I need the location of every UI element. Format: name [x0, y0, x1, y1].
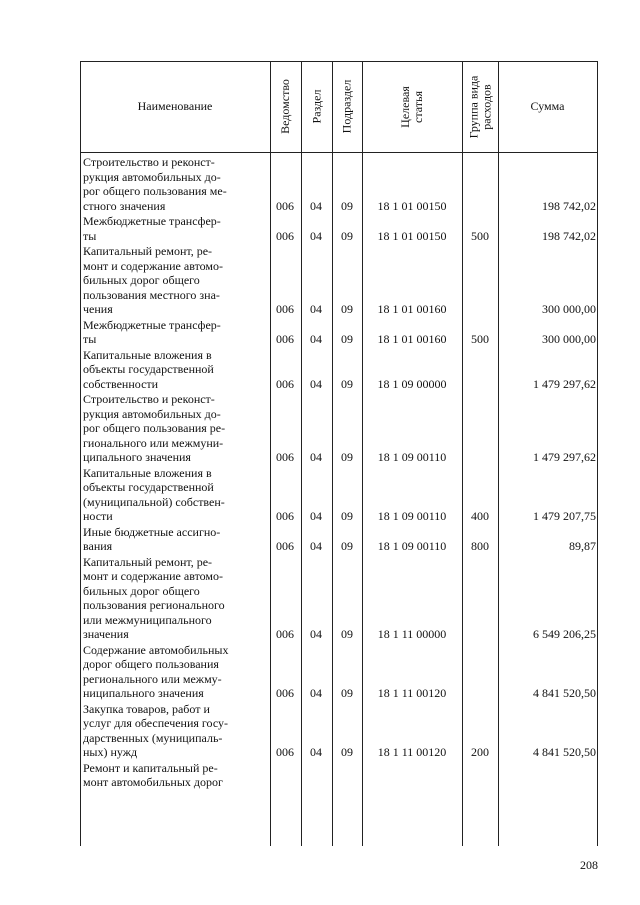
cell-summa: 300 000,00 — [542, 302, 596, 316]
row-name-line: собственности — [83, 376, 159, 391]
cell-razdel: 04 — [310, 376, 322, 391]
header-razdel: Раздел — [309, 89, 324, 124]
row-name-line: или межмуниципального — [83, 612, 212, 627]
row-name-line: ниципального значения — [83, 686, 204, 700]
cell-podrazdel: 09 — [341, 627, 353, 641]
cell-ved: 006 — [276, 627, 294, 641]
row-name-line: Ремонт и капитальный ре- — [83, 760, 218, 775]
cell-razdel: 04 — [310, 627, 322, 641]
table-row — [80, 244, 598, 317]
cell-podrazdel: 09 — [341, 509, 353, 523]
row-name-line: чения — [83, 302, 113, 316]
cell-ved: 006 — [276, 686, 294, 700]
cell-summa: 4 841 520,50 — [533, 686, 596, 700]
row-name-line: Иные бюджетные ассигно- — [83, 524, 221, 539]
cell-summa: 1 479 297,62 — [533, 376, 596, 391]
cell-podrazdel: 09 — [341, 332, 353, 346]
row-name-line: ных) нужд — [83, 745, 138, 759]
cell-ved: 006 — [276, 376, 294, 391]
cell-celevaya: 18 1 01 00150 — [377, 228, 447, 243]
table-row — [80, 155, 598, 213]
cell-ved: 006 — [276, 745, 294, 759]
header-podrazdel: Подраздел — [339, 79, 354, 134]
cell-summa: 300 000,00 — [542, 332, 596, 346]
cell-summa: 1 479 207,75 — [533, 509, 596, 523]
row-name-line: Строительство и реконст- — [83, 155, 215, 169]
cell-razdel: 04 — [310, 302, 322, 316]
cell-podrazdel: 09 — [341, 376, 353, 391]
cell-podrazdel: 09 — [341, 302, 353, 316]
cell-podrazdel: 09 — [341, 745, 353, 759]
cell-razdel: 04 — [310, 450, 322, 464]
cell-celevaya: 18 1 11 00120 — [377, 745, 447, 759]
cell-celevaya: 18 1 01 00150 — [377, 198, 447, 213]
table-row — [80, 214, 598, 243]
row-name-line: рукция автомобильных до- — [83, 169, 221, 184]
row-name-line: пользования местного зна- — [83, 287, 220, 302]
table-row — [80, 702, 598, 760]
row-name-line: (муниципальной) собствен- — [83, 494, 225, 509]
cell-razdel: 04 — [310, 228, 322, 243]
table-row — [80, 348, 598, 392]
cell-ved: 006 — [276, 228, 294, 243]
row-name-line: монт и содержание автомо- — [83, 569, 224, 583]
cell-celevaya: 18 1 01 00160 — [377, 332, 447, 346]
row-name-line: регионального или межму- — [83, 671, 222, 686]
cell-gruppa: 200 — [471, 745, 489, 759]
row-name-line: объекты государственной — [83, 362, 214, 376]
cell-gruppa: 500 — [471, 332, 489, 346]
row-name-line: дарственных (муниципаль- — [83, 730, 223, 745]
cell-ved: 006 — [276, 450, 294, 464]
row-name-line: Закупка товаров, работ и — [83, 701, 210, 716]
row-name-line: значения — [83, 627, 129, 641]
header-gruppa-vida-rashodov: Группа вида расходов — [466, 75, 493, 138]
cell-podrazdel: 09 — [341, 450, 353, 464]
cell-summa: 4 841 520,50 — [533, 745, 596, 759]
cell-razdel: 04 — [310, 198, 322, 213]
header-summa: Сумма — [530, 99, 565, 113]
table-row — [80, 555, 598, 642]
cell-razdel: 04 — [310, 509, 322, 523]
row-name-line: Капитальные вложения в — [83, 465, 212, 480]
row-name-line: Капитальный ремонт, ре- — [83, 244, 213, 258]
row-name-line: ты — [83, 228, 97, 243]
cell-celevaya: 18 1 11 00120 — [377, 686, 447, 700]
row-name-line: вания — [83, 539, 113, 553]
table-row — [80, 525, 598, 554]
cell-podrazdel: 09 — [341, 228, 353, 243]
cell-celevaya: 18 1 01 00160 — [377, 302, 447, 316]
row-name-line: монт автомобильных дорог — [83, 775, 223, 789]
cell-gruppa: 500 — [471, 228, 489, 243]
row-name-line: Межбюджетные трансфер- — [83, 214, 221, 228]
cell-podrazdel: 09 — [341, 198, 353, 213]
row-name-line: бильных дорог общего — [83, 583, 200, 598]
cell-ved: 006 — [276, 332, 294, 346]
cell-celevaya: 18 1 09 00110 — [377, 539, 447, 553]
cell-podrazdel: 09 — [341, 686, 353, 700]
cell-celevaya: 18 1 09 00110 — [377, 509, 447, 523]
row-name-line: дорог общего пользования — [83, 657, 219, 671]
cell-summa: 1 479 297,62 — [533, 450, 596, 464]
row-name-line: Содержание автомобильных — [83, 642, 229, 657]
row-name-line: ципального значения — [83, 450, 191, 464]
cell-razdel: 04 — [310, 539, 322, 553]
table-row — [80, 761, 598, 790]
cell-razdel: 04 — [310, 686, 322, 700]
cell-razdel: 04 — [310, 745, 322, 759]
cell-celevaya: 18 1 09 00110 — [377, 450, 447, 464]
row-name-line: рог общего пользования ре- — [83, 421, 226, 435]
cell-summa: 6 549 206,25 — [533, 627, 596, 641]
row-name-line: Капитальный ремонт, ре- — [83, 554, 213, 569]
header-separator — [80, 152, 598, 153]
cell-ved: 006 — [276, 198, 294, 213]
table-row — [80, 318, 598, 347]
cell-summa: 89,87 — [569, 539, 596, 553]
row-name-line: ты — [83, 332, 97, 346]
row-name-line: бильных дорог общего — [83, 273, 200, 287]
row-name-line: Межбюджетные трансфер- — [83, 317, 221, 332]
cell-summa: 198 742,02 — [542, 228, 596, 243]
row-name-line: пользования регионального — [83, 598, 225, 612]
cell-gruppa: 400 — [471, 509, 489, 523]
cell-gruppa: 800 — [471, 539, 489, 553]
row-name-line: Строительство и реконст- — [83, 392, 215, 406]
row-name-line: стного значения — [83, 198, 166, 213]
cell-celevaya: 18 1 11 00000 — [377, 627, 447, 641]
table-row — [80, 643, 598, 701]
row-name-line: ности — [83, 509, 113, 523]
page-number: 208 — [580, 858, 598, 872]
row-name-line: гионального или межмуни- — [83, 435, 224, 450]
row-name-line: объекты государственной — [83, 480, 214, 494]
header-celevaya-statya: Целевая статья — [397, 85, 425, 128]
cell-ved: 006 — [276, 539, 294, 553]
cell-podrazdel: 09 — [341, 539, 353, 553]
cell-ved: 006 — [276, 509, 294, 523]
cell-summa: 198 742,02 — [542, 198, 596, 213]
budget-table — [80, 61, 598, 846]
row-name-line: рукция автомобильных до- — [83, 406, 221, 421]
row-name-line: услуг для обеспечения госу- — [83, 716, 229, 730]
row-name-line: монт и содержание автомо- — [83, 258, 224, 273]
cell-razdel: 04 — [310, 332, 322, 346]
header-name: Наименование — [137, 99, 213, 113]
row-name-line: Капитальные вложения в — [83, 347, 212, 362]
table-row — [80, 466, 598, 524]
cell-celevaya: 18 1 09 00000 — [377, 376, 447, 391]
table-row — [80, 392, 598, 465]
cell-ved: 006 — [276, 302, 294, 316]
row-name-line: рог общего пользования ме- — [83, 184, 227, 198]
header-vedomstvo: Ведомство — [278, 79, 293, 134]
